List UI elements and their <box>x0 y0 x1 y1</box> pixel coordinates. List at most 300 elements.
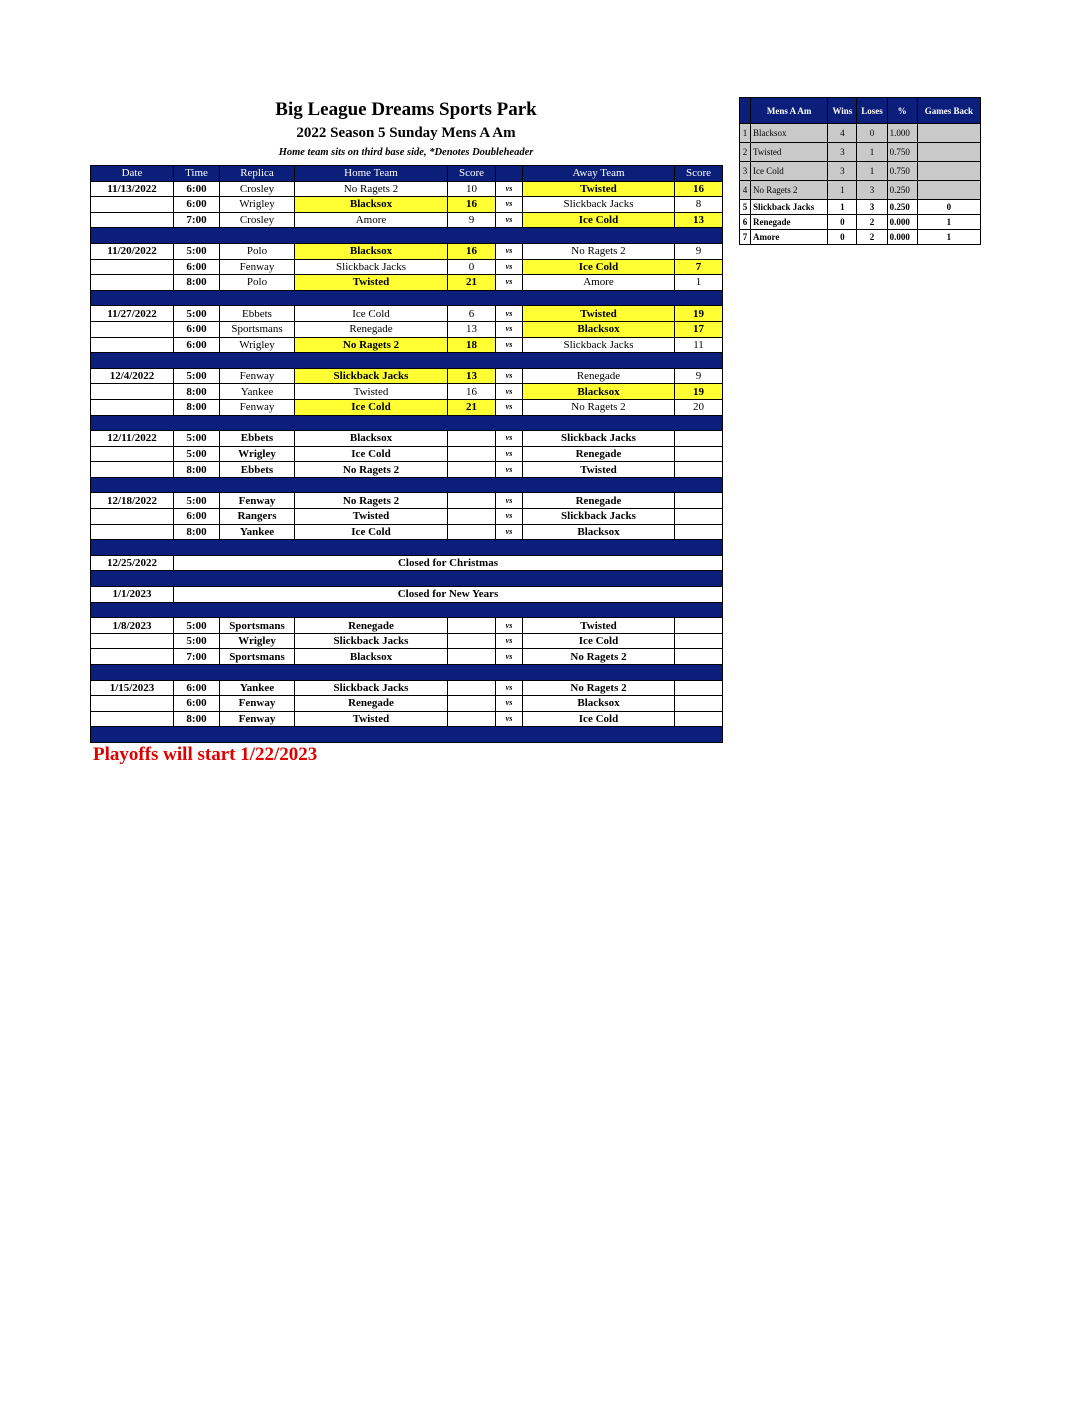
game-time: 8:00 <box>174 275 220 291</box>
standings-wins: 4 <box>828 124 857 143</box>
game-replica: Sportsmans <box>220 321 295 337</box>
game-row <box>91 618 723 634</box>
closed-row <box>91 555 723 571</box>
vs-label: vs <box>496 431 523 447</box>
game-time: 5:00 <box>174 368 220 384</box>
away-score <box>675 431 723 447</box>
standings-loses: 3 <box>857 200 887 215</box>
game-time: 6:00 <box>174 337 220 353</box>
standings-row <box>740 162 981 181</box>
game-date: 12/25/2022 <box>91 555 174 571</box>
standings-row <box>740 143 981 162</box>
standings-rank: 6 <box>740 215 751 230</box>
game-row <box>91 275 723 291</box>
standings-pct: 1.000 <box>887 124 917 143</box>
game-row <box>91 462 723 478</box>
standings-pct: 0.000 <box>887 215 917 230</box>
vs-label: vs <box>496 321 523 337</box>
away-score <box>675 633 723 649</box>
closed-notice: Closed for Christmas <box>174 555 723 571</box>
game-replica: Crosley <box>220 212 295 228</box>
away-team: Amore <box>523 275 675 291</box>
page-title: Big League Dreams Sports Park <box>275 99 537 120</box>
separator-row <box>91 727 723 743</box>
game-row <box>91 509 723 525</box>
standings-team: No Ragets 2 <box>751 181 828 200</box>
game-replica: Fenway <box>220 696 295 712</box>
game-row <box>91 649 723 665</box>
vs-label: vs <box>496 399 523 415</box>
game-date <box>91 197 174 213</box>
col-home-team: Home Team <box>295 166 448 182</box>
col-away-score: Score <box>675 166 723 182</box>
standings-pct: 0.750 <box>887 162 917 181</box>
standings-wins: 3 <box>828 143 857 162</box>
game-time: 5:00 <box>174 618 220 634</box>
vs-label: vs <box>496 243 523 259</box>
col-home-score: Score <box>448 166 496 182</box>
standings-rank: 7 <box>740 230 751 245</box>
home-team: Renegade <box>295 321 448 337</box>
separator-row <box>91 415 723 431</box>
separator-row <box>91 228 723 244</box>
away-score: 17 <box>675 321 723 337</box>
separator-row <box>91 571 723 587</box>
separator-cell <box>91 571 723 587</box>
away-score: 19 <box>675 306 723 322</box>
away-team: Twisted <box>523 181 675 197</box>
vs-label: vs <box>496 259 523 275</box>
home-team: Renegade <box>295 618 448 634</box>
separator-cell <box>91 540 723 556</box>
vs-label: vs <box>496 493 523 509</box>
vs-label: vs <box>496 197 523 213</box>
home-team: Twisted <box>295 711 448 727</box>
standings-col-games-back: Games Back <box>917 98 980 124</box>
col-date: Date <box>91 166 174 182</box>
away-team: Blacksox <box>523 321 675 337</box>
away-team: Ice Cold <box>523 212 675 228</box>
schedule-header-row <box>91 166 723 182</box>
game-row <box>91 680 723 696</box>
game-time: 6:00 <box>174 509 220 525</box>
standings-header-row <box>740 98 981 124</box>
game-row <box>91 384 723 400</box>
game-time: 6:00 <box>174 259 220 275</box>
away-team: Renegade <box>523 446 675 462</box>
away-team: Slickback Jacks <box>523 197 675 213</box>
separator-cell <box>91 353 723 369</box>
game-time: 6:00 <box>174 181 220 197</box>
game-row <box>91 696 723 712</box>
away-team: No Ragets 2 <box>523 649 675 665</box>
game-row <box>91 181 723 197</box>
away-team: Ice Cold <box>523 633 675 649</box>
standings-games-back: 1 <box>917 215 980 230</box>
away-team: Twisted <box>523 306 675 322</box>
game-time: 7:00 <box>174 649 220 665</box>
home-score <box>448 462 496 478</box>
away-score: 13 <box>675 212 723 228</box>
away-team: Ice Cold <box>523 259 675 275</box>
home-score <box>448 633 496 649</box>
vs-label: vs <box>496 368 523 384</box>
standings-games-back: 1 <box>917 230 980 245</box>
home-score: 16 <box>448 243 496 259</box>
game-time: 5:00 <box>174 493 220 509</box>
season-subtitle: 2022 Season 5 Sunday Mens A Am <box>296 125 516 141</box>
home-score: 18 <box>448 337 496 353</box>
col-away-team: Away Team <box>523 166 675 182</box>
vs-label: vs <box>496 306 523 322</box>
home-team: Blacksox <box>295 197 448 213</box>
game-time: 8:00 <box>174 462 220 478</box>
standings-wins: 1 <box>828 181 857 200</box>
game-date <box>91 509 174 525</box>
game-date: 12/4/2022 <box>91 368 174 384</box>
home-team: Ice Cold <box>295 306 448 322</box>
vs-label: vs <box>496 696 523 712</box>
game-time: 6:00 <box>174 321 220 337</box>
away-team: No Ragets 2 <box>523 243 675 259</box>
away-team: Twisted <box>523 462 675 478</box>
away-team: No Ragets 2 <box>523 399 675 415</box>
vs-label: vs <box>496 509 523 525</box>
game-time: 5:00 <box>174 431 220 447</box>
game-row <box>91 399 723 415</box>
game-date: 1/15/2023 <box>91 680 174 696</box>
away-team: Renegade <box>523 493 675 509</box>
away-score <box>675 462 723 478</box>
home-score <box>448 711 496 727</box>
vs-label: vs <box>496 212 523 228</box>
standings-pct: 0.750 <box>887 143 917 162</box>
game-date: 11/20/2022 <box>91 243 174 259</box>
game-date <box>91 711 174 727</box>
separator-row <box>91 602 723 618</box>
away-score: 1 <box>675 275 723 291</box>
standings-team: Twisted <box>751 143 828 162</box>
home-score <box>448 680 496 696</box>
standings-pct: 0.250 <box>887 200 917 215</box>
schedule-table <box>90 165 723 743</box>
standings-pct: 0.250 <box>887 181 917 200</box>
home-team: No Ragets 2 <box>295 493 448 509</box>
standings-row <box>740 181 981 200</box>
standings-games-back: 0 <box>917 200 980 215</box>
separator-row <box>91 477 723 493</box>
standings-wins: 1 <box>828 200 857 215</box>
vs-label: vs <box>496 633 523 649</box>
standings-team: Blacksox <box>751 124 828 143</box>
away-team: Slickback Jacks <box>523 509 675 525</box>
home-score: 21 <box>448 399 496 415</box>
away-score: 16 <box>675 181 723 197</box>
home-team: Slickback Jacks <box>295 368 448 384</box>
separator-row <box>91 540 723 556</box>
home-score <box>448 493 496 509</box>
game-date <box>91 446 174 462</box>
standings-col-wins: Wins <box>828 98 857 124</box>
game-time: 6:00 <box>174 680 220 696</box>
away-score <box>675 649 723 665</box>
game-replica: Fenway <box>220 493 295 509</box>
game-replica: Fenway <box>220 399 295 415</box>
game-replica: Wrigley <box>220 446 295 462</box>
game-replica: Wrigley <box>220 337 295 353</box>
game-time: 5:00 <box>174 633 220 649</box>
game-date <box>91 384 174 400</box>
away-score <box>675 696 723 712</box>
away-team: Ice Cold <box>523 711 675 727</box>
home-score: 21 <box>448 275 496 291</box>
game-row <box>91 524 723 540</box>
standings-col-rank <box>740 98 751 124</box>
standings-row <box>740 215 981 230</box>
away-score: 19 <box>675 384 723 400</box>
game-replica: Ebbets <box>220 306 295 322</box>
standings-loses: 1 <box>857 143 887 162</box>
game-replica: Polo <box>220 275 295 291</box>
away-team: Renegade <box>523 368 675 384</box>
standings-row <box>740 200 981 215</box>
game-date: 1/1/2023 <box>91 587 174 603</box>
game-replica: Crosley <box>220 181 295 197</box>
home-team: No Ragets 2 <box>295 337 448 353</box>
home-score: 6 <box>448 306 496 322</box>
standings-team: Slickback Jacks <box>751 200 828 215</box>
game-time: 8:00 <box>174 711 220 727</box>
game-row <box>91 493 723 509</box>
game-replica: Rangers <box>220 509 295 525</box>
away-score <box>675 711 723 727</box>
game-date <box>91 696 174 712</box>
standings-wins: 3 <box>828 162 857 181</box>
home-score: 10 <box>448 181 496 197</box>
home-score <box>448 618 496 634</box>
vs-label: vs <box>496 524 523 540</box>
separator-row <box>91 353 723 369</box>
separator-cell <box>91 602 723 618</box>
home-team: Amore <box>295 212 448 228</box>
game-date: 12/11/2022 <box>91 431 174 447</box>
game-date: 1/8/2023 <box>91 618 174 634</box>
game-replica: Yankee <box>220 680 295 696</box>
schedule-note: Home team sits on third base side, *Denotes Doubleheader <box>278 147 534 158</box>
game-date: 12/18/2022 <box>91 493 174 509</box>
standings-loses: 3 <box>857 181 887 200</box>
away-score: 7 <box>675 259 723 275</box>
home-team: Twisted <box>295 509 448 525</box>
game-date <box>91 321 174 337</box>
vs-label: vs <box>496 181 523 197</box>
away-score: 9 <box>675 368 723 384</box>
vs-label: vs <box>496 384 523 400</box>
game-replica: Yankee <box>220 384 295 400</box>
col-replica: Replica <box>220 166 295 182</box>
closed-notice: Closed for New Years <box>174 587 723 603</box>
home-team: Slickback Jacks <box>295 633 448 649</box>
game-replica: Polo <box>220 243 295 259</box>
away-team: Slickback Jacks <box>523 337 675 353</box>
away-team: No Ragets 2 <box>523 680 675 696</box>
game-time: 6:00 <box>174 197 220 213</box>
game-replica: Yankee <box>220 524 295 540</box>
game-replica: Fenway <box>220 259 295 275</box>
home-score: 16 <box>448 384 496 400</box>
standings-rank: 1 <box>740 124 751 143</box>
home-score: 13 <box>448 321 496 337</box>
separator-row <box>91 665 723 681</box>
separator-cell <box>91 228 723 244</box>
game-date <box>91 399 174 415</box>
standings-team: Renegade <box>751 215 828 230</box>
home-score: 0 <box>448 259 496 275</box>
game-row <box>91 337 723 353</box>
away-team: Blacksox <box>523 524 675 540</box>
game-time: 8:00 <box>174 399 220 415</box>
game-time: 6:00 <box>174 696 220 712</box>
home-score <box>448 431 496 447</box>
home-team: Renegade <box>295 696 448 712</box>
game-date <box>91 649 174 665</box>
standings-col-team: Mens A Am <box>751 98 828 124</box>
separator-row <box>91 290 723 306</box>
away-score <box>675 618 723 634</box>
home-score: 16 <box>448 197 496 213</box>
away-score: 11 <box>675 337 723 353</box>
separator-cell <box>91 290 723 306</box>
standings-rank: 2 <box>740 143 751 162</box>
standings-rank: 3 <box>740 162 751 181</box>
separator-cell <box>91 665 723 681</box>
standings-wins: 0 <box>828 215 857 230</box>
standings-col-pct: % <box>887 98 917 124</box>
game-date <box>91 462 174 478</box>
game-row <box>91 321 723 337</box>
game-row <box>91 259 723 275</box>
home-team: Ice Cold <box>295 524 448 540</box>
away-score <box>675 680 723 696</box>
home-team: Blacksox <box>295 243 448 259</box>
standings-loses: 2 <box>857 215 887 230</box>
game-row <box>91 212 723 228</box>
separator-cell <box>91 727 723 743</box>
col-time: Time <box>174 166 220 182</box>
game-time: 8:00 <box>174 524 220 540</box>
away-score <box>675 509 723 525</box>
away-score <box>675 446 723 462</box>
standings-row <box>740 124 981 143</box>
separator-cell <box>91 415 723 431</box>
game-row <box>91 197 723 213</box>
vs-label: vs <box>496 462 523 478</box>
home-team: No Ragets 2 <box>295 462 448 478</box>
vs-label: vs <box>496 618 523 634</box>
standings-loses: 2 <box>857 230 887 245</box>
standings-pct: 0.000 <box>887 230 917 245</box>
standings-team: Ice Cold <box>751 162 828 181</box>
game-replica: Fenway <box>220 368 295 384</box>
away-score <box>675 493 723 509</box>
game-date <box>91 275 174 291</box>
away-score <box>675 524 723 540</box>
away-team: Blacksox <box>523 696 675 712</box>
game-time: 5:00 <box>174 446 220 462</box>
game-date <box>91 259 174 275</box>
game-row <box>91 306 723 322</box>
game-time: 8:00 <box>174 384 220 400</box>
home-score: 13 <box>448 368 496 384</box>
home-score <box>448 696 496 712</box>
vs-label: vs <box>496 337 523 353</box>
standings-col-loses: Loses <box>857 98 887 124</box>
game-row <box>91 633 723 649</box>
away-score: 8 <box>675 197 723 213</box>
vs-label: vs <box>496 711 523 727</box>
playoffs-notice: Playoffs will start 1/22/2023 <box>93 744 318 765</box>
vs-label: vs <box>496 680 523 696</box>
game-replica: Wrigley <box>220 197 295 213</box>
game-date <box>91 212 174 228</box>
home-score: 9 <box>448 212 496 228</box>
col-vs <box>496 166 523 182</box>
standings-rank: 5 <box>740 200 751 215</box>
game-date: 11/27/2022 <box>91 306 174 322</box>
home-team: Ice Cold <box>295 446 448 462</box>
home-team: Slickback Jacks <box>295 259 448 275</box>
game-date <box>91 524 174 540</box>
game-row <box>91 368 723 384</box>
vs-label: vs <box>496 275 523 291</box>
standings-games-back <box>917 143 980 162</box>
game-time: 7:00 <box>174 212 220 228</box>
home-team: Twisted <box>295 384 448 400</box>
standings-games-back <box>917 181 980 200</box>
standings-loses: 1 <box>857 162 887 181</box>
game-time: 5:00 <box>174 243 220 259</box>
game-row <box>91 243 723 259</box>
home-team: Slickback Jacks <box>295 680 448 696</box>
game-date <box>91 337 174 353</box>
standings-row <box>740 230 981 245</box>
game-date <box>91 633 174 649</box>
game-replica: Fenway <box>220 711 295 727</box>
game-time: 5:00 <box>174 306 220 322</box>
game-row <box>91 446 723 462</box>
home-team: No Ragets 2 <box>295 181 448 197</box>
game-replica: Sportsmans <box>220 618 295 634</box>
home-team: Blacksox <box>295 431 448 447</box>
home-score <box>448 524 496 540</box>
game-date: 11/13/2022 <box>91 181 174 197</box>
standings-team: Amore <box>751 230 828 245</box>
game-replica: Sportsmans <box>220 649 295 665</box>
standings-rank: 4 <box>740 181 751 200</box>
separator-cell <box>91 477 723 493</box>
away-team: Twisted <box>523 618 675 634</box>
standings-games-back <box>917 162 980 181</box>
closed-row <box>91 587 723 603</box>
game-replica: Ebbets <box>220 431 295 447</box>
vs-label: vs <box>496 446 523 462</box>
home-score <box>448 446 496 462</box>
game-row <box>91 431 723 447</box>
home-team: Ice Cold <box>295 399 448 415</box>
home-team: Blacksox <box>295 649 448 665</box>
game-replica: Wrigley <box>220 633 295 649</box>
vs-label: vs <box>496 649 523 665</box>
